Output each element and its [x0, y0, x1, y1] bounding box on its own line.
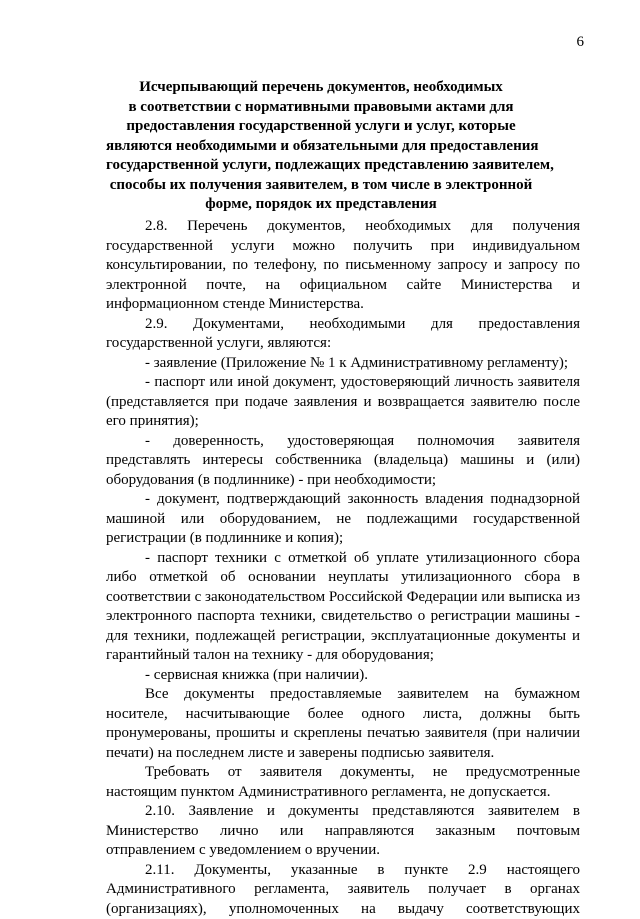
list-item-service-book: - сервисная книжка (при наличии).: [106, 666, 580, 686]
paragraph-prohibition: Требовать от заявителя документы, не предусмотренные настоящим пунктом Административного регламента, не допускается.: [106, 763, 580, 802]
heading-line: являются необходимыми и обязательными для предоставления: [106, 137, 536, 157]
document-body: [106, 217, 580, 919]
section-heading: [106, 78, 536, 215]
paragraph-2-9: 2.9. Документами, необходимыми для предоставления государственной услуги, являются:: [106, 315, 580, 354]
paragraph-2-8: 2.8. Перечень документов, необходимых для получения государственной услуги можно получить при индивидуальном консультировании, по телефону, по письменному запросу и запросу по электронной почте, на официальном сайте Министерства и информационном стенде Министерства.: [106, 217, 580, 315]
heading-line: способы их получения заявителем, в том числе в электронной: [106, 176, 536, 196]
list-item-application: - заявление (Приложение № 1 к Административному регламенту);: [106, 354, 580, 374]
paragraph-document-requirements: Все документы предоставляемые заявителем на бумажном носителе, насчитывающие более одного листа, должны быть пронумерованы, прошиты и скреплены печатью заявителя (при наличии печати) на последнем листе и заверены подписью заявителя.: [106, 685, 580, 763]
paragraph-2-11: 2.11. Документы, указанные в пункте 2.9 настоящего Административного регламента, заявитель получает в органах (организациях), уполномоченных на выдачу соответствующих: [106, 861, 580, 919]
heading-line: в соответствии с нормативными правовыми актами для: [106, 98, 536, 118]
list-item-passport: - паспорт или иной документ, удостоверяющий личность заявителя (представляется при подаче заявления и возвращается заявителю после его принятия);: [106, 373, 580, 432]
heading-line: государственной услуги, подлежащих представлению заявителем,: [106, 156, 536, 176]
page-number: 6: [577, 34, 585, 50]
heading-line: форме, порядок их представления: [106, 195, 536, 215]
list-item-ownership-document: - документ, подтверждающий законность владения поднадзорной машиной или оборудованием, не подлежащими государственной регистрации (в подлиннике и копия);: [106, 490, 580, 549]
list-item-power-of-attorney: - доверенность, удостоверяющая полномочия заявителя представлять интересы собственника (владельца) машины и (или) оборудования (в подлиннике) - при необходимости;: [106, 432, 580, 491]
list-item-machine-passport: - паспорт техники с отметкой об уплате утилизационного сбора либо отметкой об основании неуплаты утилизационного сбора в соответствии с законодательством Российской Федерации или выписка из электронного паспорта техники, свидетельство о регистрации машины - для техники, подлежащей регистрации, эксплуатационные документы и гарантийный талон на технику - для оборудования;: [106, 549, 580, 666]
heading-line: Исчерпывающий перечень документов, необходимых: [106, 78, 536, 98]
paragraph-2-10: 2.10. Заявление и документы представляются заявителем в Министерство лично или направляются заказным почтовым отправлением с уведомлением о вручении.: [106, 802, 580, 861]
heading-line: предоставления государственной услуги и услуг, которые: [106, 117, 536, 137]
